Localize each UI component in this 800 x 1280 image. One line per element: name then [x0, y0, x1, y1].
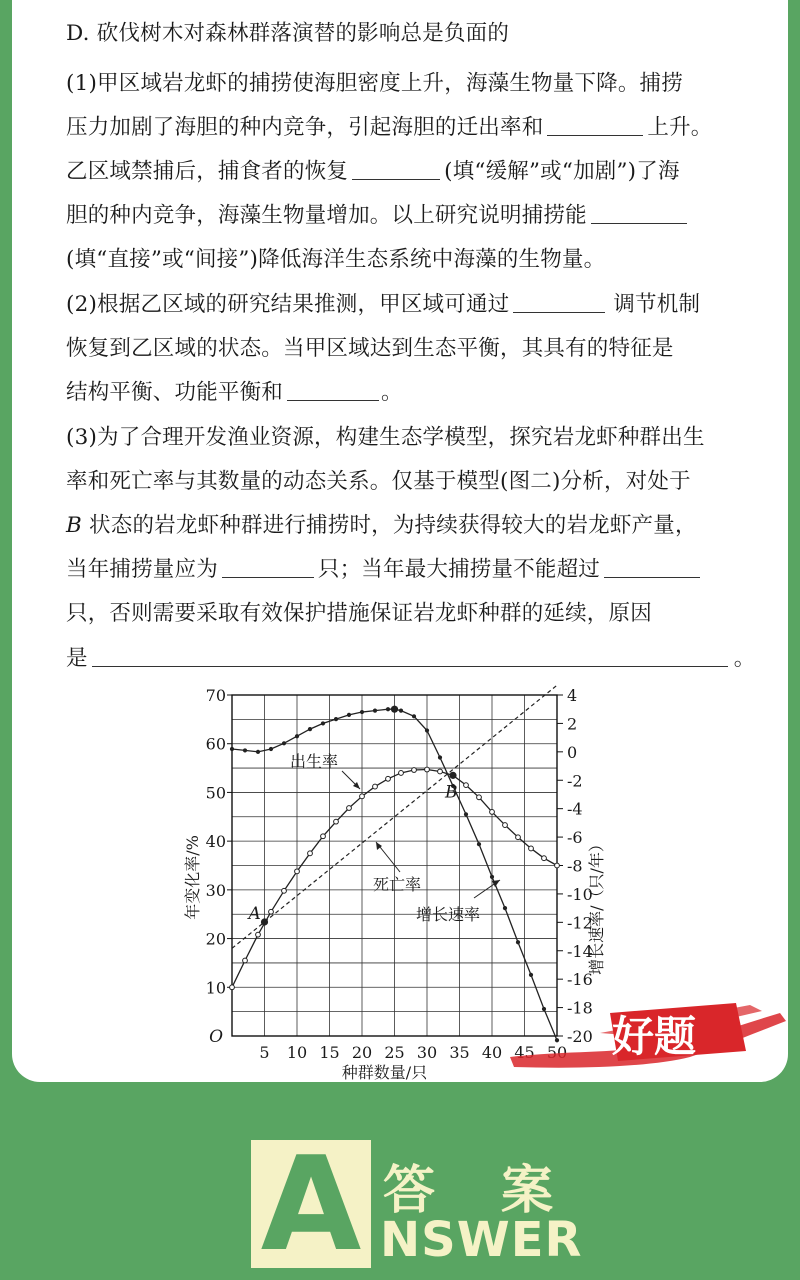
growth-rate-point	[295, 734, 299, 738]
point-b-label: B	[445, 782, 458, 803]
q2-line-2: 恢复到乙区域的状态。当甲区域达到生态平衡，其具有的特征是	[66, 336, 674, 361]
point-a-marker	[261, 918, 268, 925]
q3-line-6-tail: 。	[733, 646, 756, 671]
growth-rate-point	[282, 741, 286, 745]
birth-rate-point	[542, 856, 547, 861]
right-tick-label: 4	[567, 686, 578, 705]
growth-rate-point	[490, 875, 494, 879]
death-rate-label: 死亡率	[373, 875, 422, 894]
right-tick-label: -18	[567, 998, 593, 1018]
x-tick-label: 40	[481, 1043, 503, 1062]
growth-rate-point	[386, 707, 390, 711]
answer-blank[interactable]	[513, 292, 605, 313]
state-b-label: B	[66, 513, 82, 538]
x-tick-label: 50	[546, 1043, 568, 1062]
right-tick-label: -14	[567, 941, 593, 961]
growth-rate-point	[230, 747, 234, 751]
q1-line-2	[66, 110, 713, 141]
q3-line-3-text: 状态的岩龙虾种群进行捕捞时，为持续获得较大的岩龙虾产量，	[89, 513, 697, 538]
birth-rate-point	[269, 909, 274, 914]
birth-rate-point	[477, 795, 482, 800]
q2-line-1-text: (2)根据乙区域的研究结果推测，甲区域可通过	[66, 292, 510, 317]
answer-blank[interactable]	[547, 115, 643, 136]
q1-line-1: (1)甲区域岩龙虾的捕捞使海胆密度上升，海藻生物量下降。捕捞	[66, 71, 683, 96]
growth-rate-point	[347, 713, 351, 717]
left-tick-label: 30	[205, 880, 226, 900]
answer-blank[interactable]	[92, 646, 728, 667]
point-a-label: A	[248, 904, 261, 925]
q2-line-3-text: 结构平衡、功能平衡和	[66, 380, 284, 405]
right-tick-label: -2	[567, 771, 583, 791]
stamp-text: 好题	[612, 1012, 697, 1061]
right-tick-label: -10	[567, 884, 593, 904]
q3-line-4	[66, 552, 700, 583]
left-axis-title: 年变化率/%	[183, 835, 202, 920]
birth-rate-point	[230, 985, 235, 990]
x-tick-label: 30	[416, 1043, 438, 1062]
birth-rate-point	[321, 834, 326, 839]
growth-rate-point	[334, 717, 338, 721]
birth-rate-point	[360, 794, 365, 799]
x-tick-label: 20	[351, 1043, 373, 1062]
good-question-stamp	[500, 995, 790, 1075]
growth-rate-point	[256, 750, 260, 754]
q1-line-5: (填“直接”或“间接”)降低海洋生态系统中海藻的生物量。	[66, 247, 606, 272]
q3-line-5: 只，否则需要采取有效保护措施保证岩龙虾种群的延续，原因	[66, 601, 652, 626]
growth-rate-point	[503, 906, 507, 910]
right-tick-label: -6	[567, 828, 583, 848]
birth-rate-point	[490, 810, 495, 815]
answer-cn-1: 答	[383, 1161, 436, 1221]
q2-line-3-tail: 。	[381, 380, 403, 405]
growth-rate-point	[464, 812, 468, 816]
left-tick-label: 10	[205, 978, 226, 998]
birth-rate-point	[438, 769, 443, 774]
birth-rate-point	[555, 863, 560, 868]
answer-blank[interactable]	[287, 380, 379, 401]
q2-line-1-tail: 调节机制	[613, 292, 701, 317]
left-tick-label: 70	[205, 686, 226, 705]
birth-rate-point	[529, 846, 534, 851]
x-tick-label: 15	[319, 1043, 340, 1062]
x-tick-label: 45	[514, 1043, 535, 1062]
q1-line-4	[66, 198, 687, 229]
birth-rate-point	[334, 819, 339, 824]
growth-rate-point	[477, 842, 481, 846]
q3-line-6	[66, 641, 755, 672]
birth-rate-point	[256, 932, 261, 937]
q1-line-3-tail: (填“缓解”或“加剧”)了海	[444, 159, 680, 184]
answer-title-en: NSWER	[380, 1212, 583, 1268]
birth-rate-point	[425, 767, 430, 772]
birth-rate-label: 出生率	[290, 752, 339, 771]
birth-rate-point	[399, 771, 404, 776]
right-tick-label: 2	[567, 714, 578, 734]
growth-rate-point	[373, 709, 377, 713]
q3-line-4-text: 当年捕捞量应为	[66, 557, 218, 582]
origin-label: O	[209, 1027, 223, 1047]
birth-rate-point	[386, 776, 391, 781]
q3-line-1: (3)为了合理开发渔业资源，构建生态学模型，探究岩龙虾种群出生	[66, 425, 705, 450]
left-tick-label: 40	[205, 832, 226, 852]
right-axis-title: 增长速率/（只/年）	[587, 836, 606, 975]
answer-letter-block	[251, 1128, 371, 1280]
left-tick-label: 20	[205, 929, 226, 949]
q1-line-2-text: 压力加剧了海胆的种内竞争，引起海胆的迁出率和	[66, 115, 544, 140]
answer-blank[interactable]	[222, 557, 314, 578]
growth-rate-point	[269, 747, 273, 751]
right-tick-label: -16	[567, 970, 593, 990]
birth-rate-point	[347, 806, 352, 811]
birth-rate-point	[373, 784, 378, 789]
right-tick-label: -8	[567, 856, 583, 876]
q1-line-3-text: 乙区域禁捕后，捕食者的恢复	[66, 159, 349, 184]
x-tick-label: 10	[286, 1043, 308, 1062]
answer-letter: A	[260, 1128, 362, 1280]
birth-rate-point	[464, 783, 469, 788]
birth-rate-point	[516, 835, 521, 840]
birth-rate-point	[282, 888, 287, 893]
growth-rate-label: 增长速率	[416, 905, 481, 924]
right-tick-label: -12	[567, 913, 593, 933]
x-axis-title: 种群数量/只	[341, 1063, 428, 1082]
right-tick-label: 0	[567, 742, 578, 762]
answer-cn-2: 案	[501, 1161, 554, 1221]
x-tick-label: 5	[259, 1043, 270, 1062]
q3-line-3	[66, 508, 697, 539]
q1-line-4-text: 胆的种内竞争，海藻生物量增加。以上研究说明捕捞能	[66, 203, 587, 228]
point-b-marker	[449, 772, 456, 779]
growth-rate-point	[321, 721, 325, 725]
left-tick-label: 50	[205, 783, 226, 803]
right-tick-label: -20	[567, 1027, 593, 1046]
option-d: D. 砍伐树木对森林群落演替的影响总是负面的	[66, 21, 510, 46]
growth-rate-point	[360, 710, 364, 714]
birth-rate-point	[308, 851, 313, 856]
growth-rate-point	[425, 728, 429, 732]
growth-rate-point	[243, 748, 247, 752]
x-tick-label: 25	[384, 1043, 405, 1062]
x-tick-label: 35	[449, 1043, 470, 1062]
birth-rate-point	[243, 958, 248, 963]
birth-rate-point	[295, 869, 300, 874]
q2-line-1	[66, 287, 700, 318]
growth-rate-point	[399, 709, 403, 713]
q3-line-6-text: 是	[66, 646, 88, 671]
growth-rate-point	[412, 714, 416, 718]
q1-line-2-tail: 上升。	[647, 115, 713, 140]
right-tick-label: -4	[567, 799, 583, 819]
q3-line-4-mid: 只；当年最大捕捞量不能超过	[317, 557, 601, 582]
left-tick-label: 60	[205, 734, 226, 754]
growth-peak-marker	[391, 706, 398, 713]
q1-line-3	[66, 154, 680, 185]
birth-rate-point	[503, 823, 508, 828]
growth-rate-point	[438, 755, 442, 759]
birth-rate-point	[412, 768, 417, 773]
answer-blank[interactable]	[591, 203, 687, 224]
answer-blank[interactable]	[352, 159, 440, 180]
q2-line-3	[66, 375, 403, 406]
growth-rate-point	[516, 940, 520, 944]
q3-line-2: 率和死亡率与其数量的动态关系。仅基于模型(图二)分析，对处于	[66, 469, 691, 494]
answer-blank[interactable]	[604, 557, 700, 578]
growth-rate-point	[529, 973, 533, 977]
growth-rate-point	[308, 727, 312, 731]
